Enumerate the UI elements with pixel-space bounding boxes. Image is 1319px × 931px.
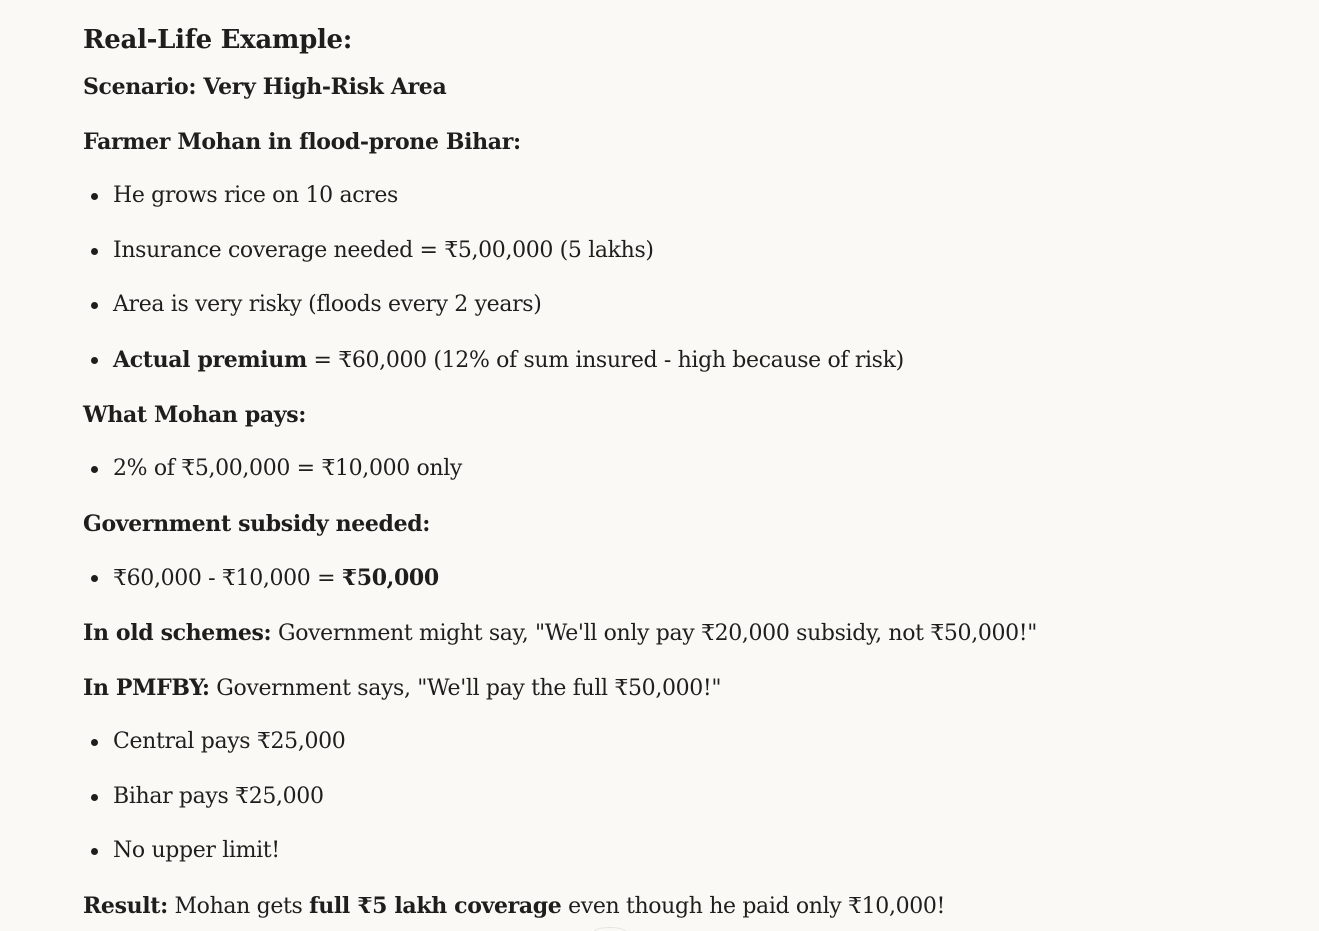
bullet-dot [91,248,98,255]
scenario-title: Scenario: Very High-Risk Area [83,74,447,100]
bullet-dot [91,302,98,309]
pays-heading: What Mohan pays: [83,402,307,428]
list-item-text [113,344,904,377]
list-item-text: No upper limit! [113,838,280,863]
bullet-dot [91,357,98,364]
list-item-text: Area is very risky (floods every 2 years) [113,292,542,317]
pmfby-label: In PMFBY: [83,675,210,701]
list-item-text: Central pays ₹25,000 [113,729,346,754]
result-highlight: full ₹5 lakh coverage [309,893,562,919]
list-item-text [113,562,439,595]
old-schemes-text: Government might say, "We'll only pay ₹20,000 subsidy, not ₹50,000!" [271,621,1038,646]
pmfby-paragraph [83,672,721,705]
result-text-2: even though he paid only ₹10,000! [561,894,946,919]
farmer-heading: Farmer Mohan in flood-prone Bihar: [83,129,521,155]
result-paragraph [83,890,945,923]
subsidy-calc: ₹60,000 - ₹10,000 = [113,566,342,591]
result-label: Result: [83,893,168,919]
bullet-dot [91,575,98,582]
section-heading: Real-Life Example: [83,25,353,55]
bullet-dot [91,739,98,746]
pmfby-text: Government says, "We'll pay the full ₹50,000!" [209,676,722,701]
bullet-dot [91,794,98,801]
subsidy-value: ₹50,000 [341,565,439,591]
list-item-text: He grows rice on 10 acres [113,183,398,208]
bullet-dot [91,848,98,855]
premium-text: = ₹60,000 (12% of sum insured - high because of risk) [306,348,904,373]
bullet-dot [91,193,98,200]
old-schemes-label: In old schemes: [83,620,272,646]
scroll-down-button[interactable] [594,927,626,931]
result-text-1: Mohan gets [167,894,310,919]
list-item-text: Insurance coverage needed = ₹5,00,000 (5 lakhs) [113,238,654,263]
bullet-dot [91,466,98,473]
list-item-text: Bihar pays ₹25,000 [113,784,324,809]
old-schemes-paragraph [83,617,1037,650]
list-item-text: 2% of ₹5,00,000 = ₹10,000 only [113,456,463,481]
premium-label: Actual premium [113,347,307,373]
subsidy-heading: Government subsidy needed: [83,511,431,537]
